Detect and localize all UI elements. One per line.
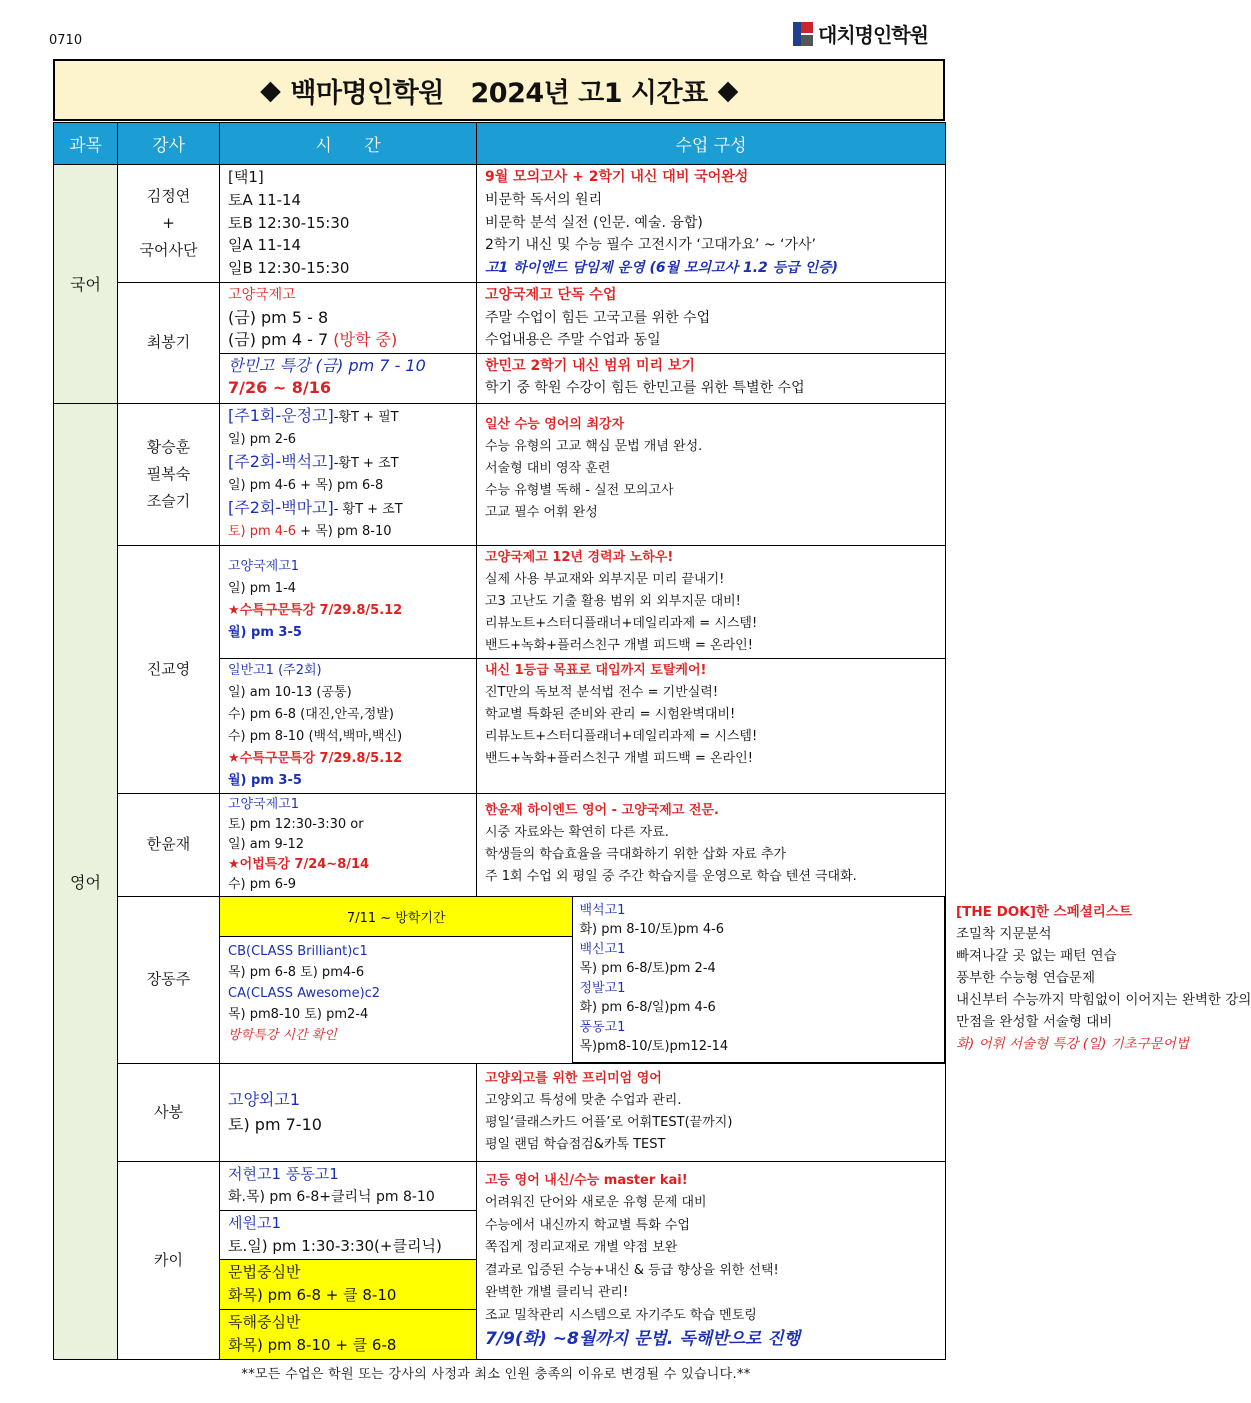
- time-jang: [220, 896, 946, 1063]
- kai-class: 문법중심반: [228, 1263, 301, 1282]
- desc-line: 수업내용은 주말 수업과 동일: [485, 332, 661, 348]
- desc-line: 비문학 분석 실전 (인문. 예술. 융합): [485, 214, 703, 231]
- time-school: 고양외고1: [228, 1090, 301, 1109]
- teacher-jang: 장동주: [118, 896, 220, 1063]
- time-choi-1: [220, 283, 477, 354]
- header-teacher: 강사: [118, 123, 220, 165]
- class-name: CA(CLASS Awesome)c2: [228, 986, 381, 1001]
- time-line: 일) pm 1-4: [228, 580, 297, 596]
- desc-line: 고3 고난도 기출 활용 범위 외 외부지문 대비!: [485, 593, 741, 609]
- time-line: 일) am 9-12: [228, 836, 305, 852]
- kai-time: 토.일) pm 1:30-3:30(+클리닉): [228, 1236, 442, 1255]
- table-row: [54, 793, 946, 896]
- table-row: [54, 545, 946, 658]
- school-name: 백석고1: [579, 902, 626, 918]
- academy-logo-icon: [793, 22, 813, 46]
- time-jin-2: [220, 658, 477, 793]
- desc-headline: 내신 1등급 목표로 대입까지 토탈케어!: [485, 662, 707, 678]
- teacher-name: 조슬기: [146, 491, 191, 510]
- desc-kai: [477, 1161, 946, 1359]
- time-note: (방학 중): [333, 330, 398, 349]
- desc-headline: 고등 영어 내신/수능 master kai!: [485, 1172, 688, 1188]
- time-special: ★수특구문특강 7/29.8/5.12: [228, 602, 403, 618]
- time-line: 일A 11-14: [228, 236, 302, 255]
- desc-headline: 고양국제고 단독 수업: [485, 287, 617, 303]
- desc-han: [477, 793, 946, 896]
- time-kim: [220, 165, 477, 283]
- table-row: [54, 283, 946, 354]
- desc-line: 평일 랜덤 학습점검&카톡 TEST: [485, 1136, 666, 1152]
- desc-choi-2: [477, 353, 946, 403]
- header-time: 시 간: [220, 123, 477, 165]
- teacher-plus: +: [162, 214, 175, 232]
- time-han: [220, 793, 477, 896]
- desc-highlight: 고1 하이앤드 담임제 운영 (6월 모의고사 1.2 등급 인증): [485, 260, 839, 277]
- time-teachers: -황T + 필T: [333, 409, 399, 425]
- kai-time: 화목) pm 6-8 + 클 8-10: [228, 1286, 397, 1305]
- time-kai: [220, 1161, 477, 1359]
- desc-line: 학생들의 학습효율을 극대화하기 위한 삽화 자료 추가: [485, 846, 787, 862]
- time-dates: 7/26 ~ 8/16: [228, 378, 332, 397]
- subject-english: 영어: [54, 403, 118, 1359]
- desc-line: 학교별 특화된 준비와 관리 = 시험완벽대비!: [485, 706, 736, 722]
- school-name: 풍동고1: [579, 1019, 626, 1035]
- diamond-icon: ◆: [717, 74, 738, 106]
- teacher-choi: 최봉기: [118, 283, 220, 404]
- desc-line: 완벽한 개별 클리닉 관리!: [485, 1285, 629, 1301]
- school-time: 목)pm8-10/토)pm12-14: [579, 1039, 729, 1054]
- desc-line: 밴드+녹화+플러스친구 개별 피드백 = 온라인!: [485, 637, 753, 653]
- desc-headline: 한민고 2학기 내신 범위 미리 보기: [485, 357, 695, 374]
- time-line: (금) pm 4 - 7: [228, 330, 329, 349]
- teacher-kim: [118, 165, 220, 283]
- school-name: 정발고1: [579, 980, 626, 996]
- kai-school: 세원고1: [228, 1213, 282, 1232]
- teacher-hwang: [118, 403, 220, 545]
- jang-inner-table: [220, 897, 945, 1063]
- time-school: [주2회-백석고]: [228, 451, 334, 471]
- desc-headline: 고양국제고 12년 경력과 노하우!: [485, 549, 674, 565]
- subject-korean: 국어: [54, 165, 118, 404]
- teacher-name: 황승훈: [146, 437, 191, 456]
- desc-line: 서술형 대비 영작 훈련: [485, 460, 611, 476]
- vacation-period: 7/11 ~ 방학기간: [220, 897, 573, 937]
- time-sa: [220, 1063, 477, 1161]
- desc-line: 고교 필수 어휘 완성: [485, 504, 598, 520]
- time-line: 토A 11-14: [228, 190, 302, 209]
- teacher-sa: 사봉: [118, 1063, 220, 1161]
- jang-schools: [573, 897, 945, 1063]
- kai-block-reading: [220, 1309, 476, 1358]
- kai-block: [220, 1162, 476, 1211]
- footer-note: **모든 수업은 학원 또는 강사의 사정과 최소 인원 충족의 이유로 변경될 수 있습니다.**: [241, 1367, 751, 1382]
- diamond-icon: ◆: [260, 74, 281, 106]
- time-line: 토) pm 7-10: [228, 1115, 322, 1134]
- time-special: 한민고 특강 (금) pm 7 - 10: [228, 355, 426, 375]
- desc-line: 수능 유형별 독해 - 실전 모의고사: [485, 482, 674, 498]
- time-line: 일) pm 4-6 + 목) pm 6-8: [228, 477, 384, 493]
- desc-line: 시중 자료와는 확연히 다른 자료.: [485, 824, 669, 840]
- timetable: [53, 122, 1251, 1360]
- jang-classes: [220, 937, 573, 1063]
- desc-headline: 9월 모의고사 + 2학기 내신 대비 국어완성: [485, 169, 749, 185]
- desc-line: 2학기 내신 및 수능 필수 고전시가 ‘고대가요’ ~ ‘가사’: [485, 237, 816, 254]
- desc-jin-2: [477, 658, 946, 793]
- time-special: ★어법특강 7/24~8/14: [228, 856, 370, 872]
- teacher-kai: 카이: [118, 1161, 220, 1359]
- teacher-jin: 진교영: [118, 545, 220, 793]
- kai-class: 독해중심반: [228, 1312, 301, 1331]
- desc-line: 결과로 입증된 수능+내신 & 등급 향상을 위한 선택!: [485, 1262, 779, 1278]
- academy-logo: [793, 19, 928, 48]
- desc-highlight: 7/9(화) ~8월까지 문법. 독해반으로 진행: [485, 1328, 801, 1349]
- kai-time: 화.목) pm 6-8+클리닉 pm 8-10: [228, 1188, 435, 1205]
- time-line: 수) pm 8-10 (백석,백마,백신): [228, 728, 403, 744]
- class-name: CB(CLASS Brilliant)c1: [228, 944, 368, 959]
- table-row: [54, 403, 946, 545]
- table-row: [54, 1161, 946, 1359]
- teacher-team: 국어사단: [139, 241, 198, 259]
- document-code: 0710: [49, 33, 83, 48]
- time-school: 고양국제고1: [228, 558, 300, 574]
- desc-headline: 고양외고를 위한 프리미엄 영어: [485, 1070, 662, 1086]
- desc-line: 고양외고 특성에 맞춘 수업과 관리.: [485, 1092, 682, 1108]
- desc-jin-1: [477, 545, 946, 658]
- page-title: [53, 59, 945, 121]
- desc-headline: 일산 수능 영어의 최강자: [485, 416, 625, 432]
- desc-line: 수능 유형의 고교 핵심 문법 개념 완성.: [485, 438, 703, 454]
- time-line: 수) pm 6-8 (대진,안곡,정발): [228, 706, 394, 722]
- desc-hwang: [477, 403, 946, 545]
- teacher-name: 필복숙: [146, 464, 191, 483]
- desc-sa: [477, 1063, 946, 1161]
- time-hwang: [220, 403, 477, 545]
- desc-choi-1: [477, 283, 946, 354]
- time-line: 일) am 10-13 (공통): [228, 684, 352, 700]
- desc-line: 어려워진 단어와 새로운 유형 문제 대비: [485, 1195, 707, 1211]
- time-line: [택1]: [228, 168, 264, 186]
- academy-logo-text: 대치명인학원: [818, 23, 928, 47]
- desc-line: 주말 수업이 힘든 고국고를 위한 수업: [485, 309, 711, 326]
- desc-line: 리뷰노트+스터디플래너+데일리과제 = 시스템!: [485, 728, 758, 744]
- class-time: 목) pm 6-8 토) pm4-6: [228, 965, 365, 980]
- time-teachers: - 황T + 조T: [333, 501, 403, 517]
- kai-inner-table: [220, 1162, 476, 1359]
- time-school: [주2회-백마고]: [228, 497, 334, 517]
- school-time: 화) pm 6-8/일)pm 4-6: [579, 1000, 716, 1015]
- time-line: 수) pm 6-9: [228, 876, 297, 892]
- time-line: 일B 12:30-15:30: [228, 259, 350, 278]
- time-special: ★수특구문특강 7/29.8/5.12: [228, 750, 403, 766]
- desc-line: 진T만의 독보적 분석법 전수 = 기반실력!: [485, 684, 719, 700]
- desc-headline: 한윤재 하이엔드 영어 - 고양국제고 전문.: [485, 802, 719, 818]
- table-row: [54, 165, 946, 283]
- desc-line: 주 1회 수업 외 평일 중 주간 학습지를 운영으로 학습 텐션 극대화.: [485, 868, 857, 884]
- time-school: [주1회-운정고]: [228, 405, 334, 425]
- time-choi-2: [220, 353, 477, 403]
- school-time: 목) pm 6-8/토)pm 2-4: [579, 961, 716, 976]
- teacher-han: 한윤재: [118, 793, 220, 896]
- time-line: 토B 12:30-15:30: [228, 213, 350, 232]
- time-school: 일반고1 (주2회): [228, 662, 322, 678]
- desc-line: 수능에서 내신까지 학교별 특화 수업: [485, 1217, 690, 1233]
- desc-line: 비문학 독서의 원리: [485, 191, 603, 208]
- class-note: 방학특강 시간 확인: [228, 1028, 337, 1043]
- time-line: (금) pm 5 - 8: [228, 307, 329, 327]
- time-school: 고양국제고: [228, 287, 296, 303]
- school-name: 백신고1: [579, 941, 626, 957]
- page-title-text: 백마명인학원 2024년 고1 시간표: [290, 77, 708, 109]
- desc-line: 쪽집게 정리교재로 개별 약점 보완: [485, 1240, 678, 1256]
- time-line: 월) pm 3-5: [228, 772, 302, 788]
- time-line: + 목) pm 8-10: [296, 523, 392, 539]
- time-line: 월) pm 3-5: [228, 624, 302, 640]
- header-course: 수업 구성: [477, 123, 946, 165]
- teacher-name: 김정연: [146, 187, 191, 205]
- time-line: 토) pm 12:30-3:30 or: [228, 816, 364, 832]
- header-row: [54, 123, 946, 165]
- class-time: 목) pm8-10 토) pm2-4: [228, 1007, 369, 1022]
- table-row: [54, 1063, 946, 1161]
- time-line: 토) pm 4-6: [228, 523, 297, 539]
- time-teachers: -황T + 조T: [333, 455, 399, 471]
- kai-block: [220, 1210, 476, 1260]
- time-jin-1: [220, 545, 477, 658]
- school-time: 화) pm 8-10/토)pm 4-6: [579, 922, 725, 937]
- table-row: 장동주 7/11 ~ 방학기간 백석고1 화) pm 8-10/토)pm 4-6 백신고1 목) pm 6-8/토)pm 2-4 정발고1 화) pm 6-8/일)pm 4-6 풍동고1 목)pm8-10/토)pm12-14 CB(CLASS Brilliant)c1 목) pm 6-8 토) pm4-6 CA(CLASS Awesome)c2 목) pm8-10 토) pm2-4 방학특강 시간 확인 [THE DOK]한 스페셜리스트 조밀착 지문분석 빠져나갈 곳 없는 패턴 연습 풍부한 수능형 연습문제 내신부터 수능까지 막힘없이 이어지는 완벽한 강의 만점을 완성할 서술형 대비 화) 어휘 서술형 특강 (일) 기초구문어법: [54, 896, 946, 1063]
- desc-line: 리뷰노트+스터디플래너+데일리과제 = 시스템!: [485, 615, 758, 631]
- kai-school: 저현고1 풍동고1: [228, 1164, 339, 1183]
- desc-line: 평일‘클래스카드 어플’로 어휘TEST(끝까지): [485, 1114, 733, 1130]
- time-line: 일) pm 2-6: [228, 431, 297, 447]
- desc-line: 학기 중 학원 수강이 힘든 한민고를 위한 특별한 수업: [485, 380, 805, 396]
- time-school: 고양국제고1: [228, 796, 300, 812]
- desc-line: 실제 사용 부교재와 외부지문 미리 끝내기!: [485, 571, 725, 587]
- desc-kim: [477, 165, 946, 283]
- kai-block-grammar: [220, 1260, 476, 1310]
- kai-time: 화목) pm 8-10 + 클 6-8: [228, 1335, 397, 1354]
- header-subject: 과목: [54, 123, 118, 165]
- desc-line: 밴드+녹화+플러스친구 개별 피드백 = 온라인!: [485, 750, 753, 766]
- desc-line: 조교 밀착관리 시스템으로 자기주도 학습 멘토링: [485, 1308, 757, 1324]
